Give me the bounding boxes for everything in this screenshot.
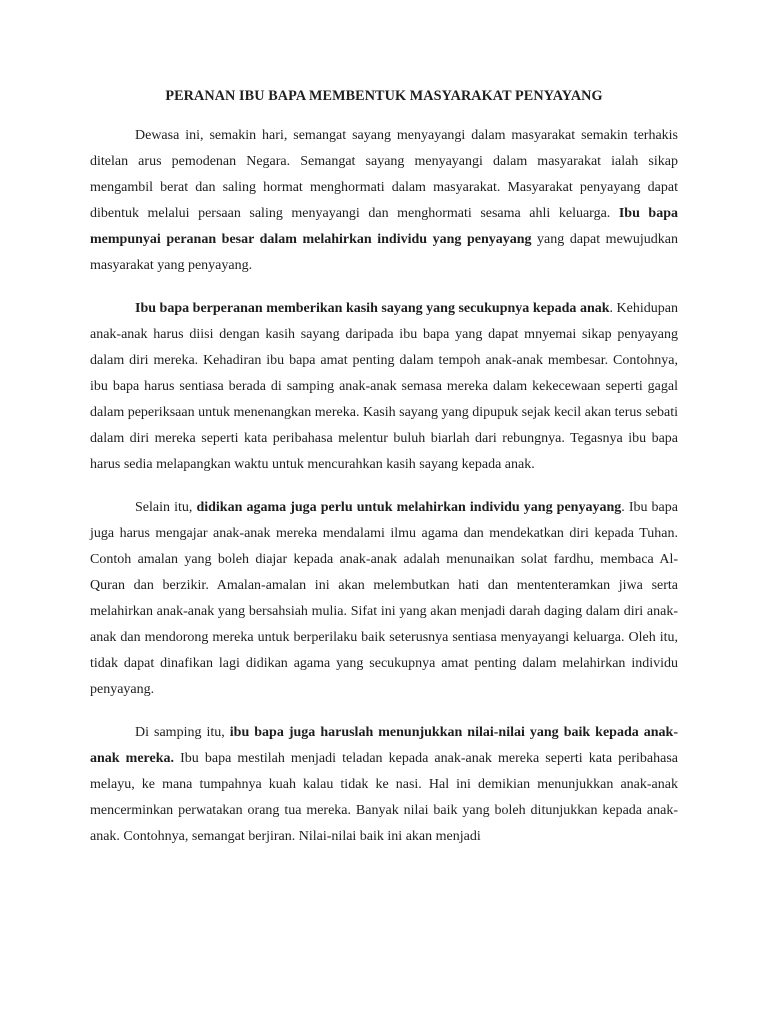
paragraph-text: Ibu bapa mestilah menjadi teladan kepada anak-anak mereka seperti kata peribahasa melayu, ke mana tumpahnya kuah kalau tidak ke nasi. Hal ini demikian menunjukkan anak-anak mencerminkan perwatakan orang tua mereka. Banyak nilai baik yang boleh ditunjukkan kepada anak-anak. Contohnya, semangat berjiran. Nilai-nilai baik ini akan menjadi [90,751,678,844]
page-title: PERANAN IBU BAPA MEMBENTUK MASYARAKAT PENYAYANG [165,88,603,104]
paragraph-bold-text: Ibu bapa mempunyai peranan besar dalam melahirkan individu yang penyayang [90,206,678,247]
paragraph-4 [90,720,678,850]
paragraph-1 [90,123,678,279]
paragraph-text: Dewasa ini, semakin hari, semangat sayang menyayangi dalam masyarakat semakin terhakis ditelan arus pemodenan Negara. Semangat sayang menyayangi dalam masyarakat ialah sikap mengambil berat dan saling hormat menghormati dalam masyarakat. Masyarakat penyayang dapat dibentuk melalui persaan saling menyayangi dan menghormati sesama ahli keluarga. [90,128,678,221]
paragraph-text: yang dapat mewujudkan masyarakat yang penyayang. [90,232,678,273]
paragraph-text: Di samping itu, [135,725,230,740]
paragraph-text: Selain itu, [135,500,197,515]
paragraph-bold-text: didikan agama juga perlu untuk melahirkan individu yang penyayang [196,500,622,515]
paragraph-bold-text: ibu bapa juga haruslah menunjukkan nilai-nilai yang baik kepada anak-anak mereka. [90,725,678,766]
paragraph-text: . Ibu bapa juga harus mengajar anak-anak mereka mendalami ilmu agama dan mendekatkan diri kepada Tuhan. Contoh amalan yang boleh diajar kepada anak-anak adalah menunaikan solat fardhu, membaca Al-Quran dan berzikir. Amalan-amalan ini akan melembutkan hati dan mententeramkan jiwa serta melahirkan anak-anak yang bersahsiah mulia. Sifat ini yang akan menjadi darah daging dalam diri anak-anak dan mendorong mereka untuk berperilaku baik seterusnya sentiasa menyayangi keluarga. Oleh itu, tidak dapat dinafikan lagi didikan agama yang secukupnya amat penting dalam melahirkan individu penyayang. [90,500,678,697]
paragraph-bold-text: Ibu bapa berperanan memberikan kasih sayang yang secukupnya kepada anak [135,301,610,316]
document-page [90,88,678,867]
paragraph-text: . Kehidupan anak-anak harus diisi dengan kasih sayang daripada ibu bapa yang dapat mnyemai sikap penyayang dalam diri mereka. Kehadiran ibu bapa amat penting dalam tempoh anak-anak membesar. Contohnya, ibu bapa harus sentiasa berada di samping anak-anak semasa mereka dalam kekecewaan seperti gagal dalam peperiksaan untuk menenangkan mereka. Kasih sayang yang dipupuk sejak kecil akan terus sebati dalam diri mereka seperti kata peribahasa melentur buluh biarlah dari rebungnya. Tegasnya ibu bapa harus sedia melapangkan waktu untuk mencurahkan kasih sayang kepada anak. [90,301,678,472]
paragraph-3 [90,495,678,703]
paragraph-2 [90,296,678,478]
